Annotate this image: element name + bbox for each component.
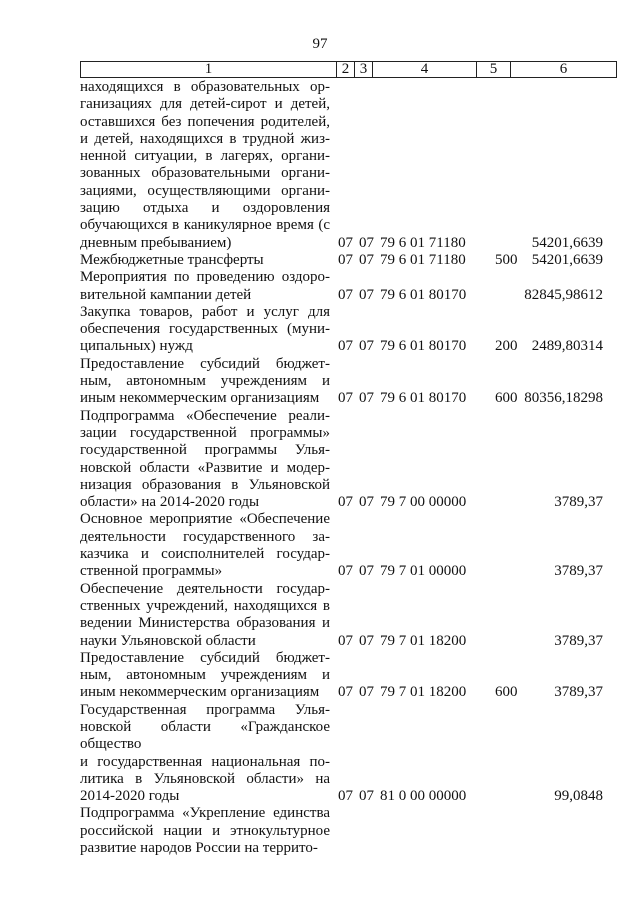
row-description xyxy=(80,511,330,580)
description-line: ведении Министерства образования и xyxy=(80,615,330,632)
description-line: оставшихся без попечения родителей, xyxy=(80,113,330,130)
row-amount: 3789,37 xyxy=(554,684,603,701)
expense-type-code: 200 xyxy=(495,338,518,355)
target-article-code: 79 6 01 71180 xyxy=(380,234,466,251)
row-description xyxy=(80,581,330,650)
description-line: зации государственной программы» xyxy=(80,424,330,441)
target-article-code: 79 7 01 18200 xyxy=(380,632,467,649)
description-line: новской области «Гражданское общество xyxy=(80,718,330,753)
target-article-code: 79 6 01 80170 xyxy=(380,286,467,303)
description-line: ганизациях для детей-сирот и детей, xyxy=(80,96,330,113)
description-line: Предоставление субсидий бюджет- xyxy=(80,649,330,666)
row-description xyxy=(80,304,330,356)
description-line: 2014-2020 годы xyxy=(80,788,180,805)
description-line: Основное мероприятие «Обеспечение xyxy=(80,511,330,528)
subsection-code: 07 xyxy=(359,251,374,268)
description-line: иным некоммерческим организациям xyxy=(80,684,320,701)
table-row xyxy=(80,269,620,304)
section-code: 07 xyxy=(338,234,353,251)
description-line: низация образования в Ульяновской xyxy=(80,476,330,493)
section-code: 07 xyxy=(338,684,353,701)
table-row xyxy=(80,702,620,806)
row-description xyxy=(80,252,330,269)
target-article-code: 79 6 01 80170 xyxy=(380,390,467,407)
row-description xyxy=(80,702,330,806)
section-code: 07 xyxy=(338,632,353,649)
header-col-4: 4 xyxy=(373,62,477,78)
description-line: Обеспечение деятельности государ- xyxy=(80,580,330,597)
table-row xyxy=(80,511,620,580)
row-amount: 3789,37 xyxy=(554,632,603,649)
section-code: 07 xyxy=(338,338,353,355)
description-line: Закупка товаров, работ и услуг для xyxy=(80,303,330,320)
table-row xyxy=(80,356,620,408)
target-article-code: 79 7 01 00000 xyxy=(380,563,467,580)
description-line: дневным пребыванием) xyxy=(80,234,232,251)
expense-type-code: 600 xyxy=(495,390,518,407)
page-number: 97 xyxy=(312,36,328,52)
description-line: литика в Ульяновской области» на xyxy=(80,770,330,787)
section-code: 07 xyxy=(338,390,353,407)
description-line: области» на 2014-2020 годы xyxy=(80,494,260,511)
header-col-5: 5 xyxy=(477,62,511,78)
subsection-code: 07 xyxy=(359,338,374,355)
header-col-6: 6 xyxy=(511,62,617,78)
description-line: ственных учреждений, находящихся в xyxy=(80,597,330,614)
description-line: вительной кампании детей xyxy=(80,286,252,303)
subsection-code: 07 xyxy=(359,390,374,407)
section-code: 07 xyxy=(338,286,353,303)
target-article-code: 79 6 01 80170 xyxy=(380,338,467,355)
description-line: Мероприятия по проведению оздоро- xyxy=(80,269,330,286)
description-line: государственной программы Улья- xyxy=(80,442,330,459)
row-amount: 54201,6639 xyxy=(531,234,603,251)
row-amount: 82845,98612 xyxy=(524,286,603,303)
row-amount: 99,0848 xyxy=(554,788,603,805)
row-amount: 54201,6639 xyxy=(531,251,603,268)
description-line: Государственная программа Улья- xyxy=(80,701,330,718)
description-line: новской области «Развитие и модер- xyxy=(80,459,330,476)
description-line: ципальных) нужд xyxy=(80,338,193,355)
target-article-code: 81 0 00 00000 xyxy=(380,788,467,805)
description-line: Предоставление субсидий бюджет- xyxy=(80,355,330,372)
table-row xyxy=(80,408,620,512)
expense-type-code: 500 xyxy=(495,251,518,268)
target-article-code: 79 6 01 71180 xyxy=(380,251,466,268)
row-amount: 80356,18298 xyxy=(524,390,603,407)
section-code: 07 xyxy=(338,494,353,511)
row-description xyxy=(80,650,330,702)
row-amount: 3789,37 xyxy=(554,494,603,511)
header-col-1: 1 xyxy=(81,62,337,78)
description-line: находящихся в образовательных ор- xyxy=(80,79,330,95)
description-line: ным, автономным учреждениям и xyxy=(80,373,330,390)
description-line: и государственная национальная по- xyxy=(80,753,330,770)
expense-type-code: 600 xyxy=(495,684,518,701)
row-description xyxy=(80,408,330,512)
description-line: казчика и соисполнителей государ- xyxy=(80,546,330,563)
row-amount: 3789,37 xyxy=(554,563,603,580)
table-row xyxy=(80,79,620,252)
target-article-code: 79 7 00 00000 xyxy=(380,494,467,511)
row-description xyxy=(80,269,330,304)
description-line: зациями, осуществляющими органи- xyxy=(80,182,330,199)
section-code: 07 xyxy=(338,788,353,805)
table-header xyxy=(80,61,617,78)
subsection-code: 07 xyxy=(359,286,374,303)
description-line: российской нации и этнокультурное xyxy=(80,822,330,839)
subsection-code: 07 xyxy=(359,684,374,701)
description-line: зованных образовательными органи- xyxy=(80,165,330,182)
section-code: 07 xyxy=(338,251,353,268)
description-line: науки Ульяновской области xyxy=(80,632,256,649)
section-code: 07 xyxy=(338,563,353,580)
table-row xyxy=(80,581,620,650)
description-line: зацию отдыха и оздоровления обучающихся в каникулярное время (с xyxy=(80,200,330,234)
table-row xyxy=(80,805,620,857)
table-body xyxy=(80,79,620,857)
description-line: деятельности государственного за- xyxy=(80,528,330,545)
header-col-2: 2 xyxy=(337,62,355,78)
table-row xyxy=(80,252,620,269)
description-line: Подпрограмма «Укрепление единства xyxy=(80,805,330,822)
description-line: ненной ситуации, в лагерях, органи- xyxy=(80,148,330,165)
table-row xyxy=(80,650,620,702)
subsection-code: 07 xyxy=(359,494,374,511)
row-description xyxy=(80,356,330,408)
row-description xyxy=(80,805,330,857)
description-line: иным некоммерческим организациям xyxy=(80,390,320,407)
subsection-code: 07 xyxy=(359,563,374,580)
target-article-code: 79 7 01 18200 xyxy=(380,684,467,701)
subsection-code: 07 xyxy=(359,234,374,251)
description-line: развитие народов России на террито- xyxy=(80,840,318,857)
description-line: Межбюджетные трансферты xyxy=(80,251,264,268)
description-line: обеспечения государственных (муни- xyxy=(80,321,330,338)
table-row xyxy=(80,304,620,356)
description-line: ным, автономным учреждениям и xyxy=(80,667,330,684)
description-line: и детей, находящихся в трудной жиз- xyxy=(80,130,330,147)
row-amount: 2489,80314 xyxy=(531,338,603,355)
header-col-3: 3 xyxy=(355,62,373,78)
description-line: ственной программы» xyxy=(80,563,223,580)
row-description xyxy=(80,79,330,252)
subsection-code: 07 xyxy=(359,632,374,649)
description-line: Подпрограмма «Обеспечение реали- xyxy=(80,407,330,424)
subsection-code: 07 xyxy=(359,788,374,805)
